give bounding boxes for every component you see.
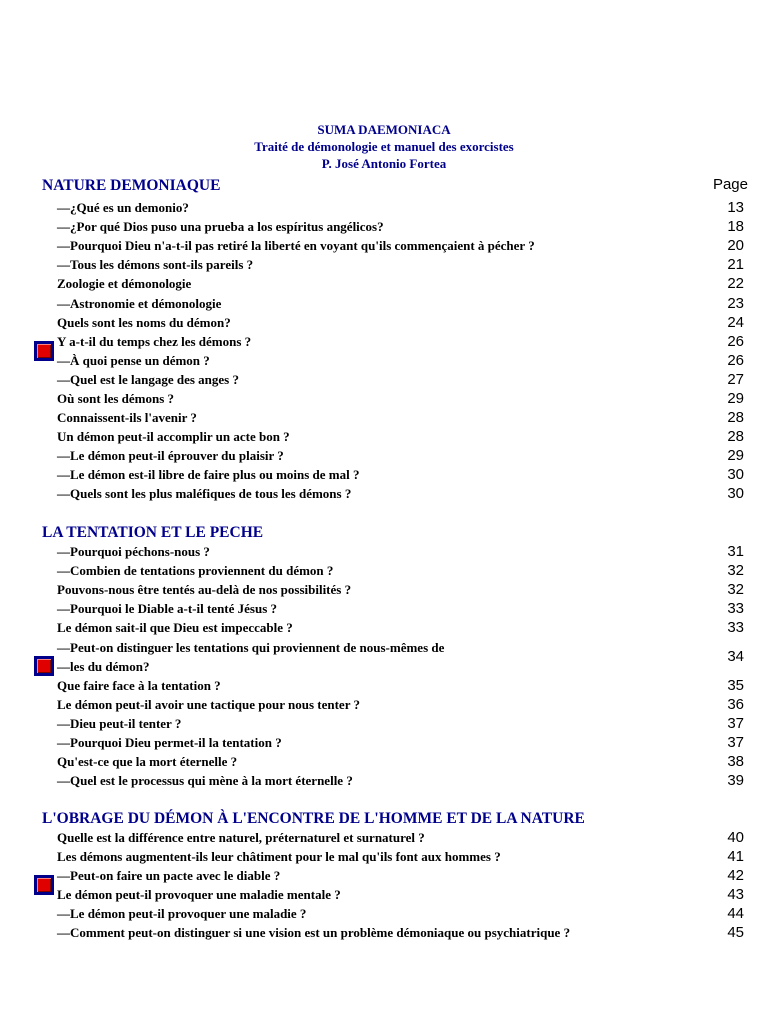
toc-entry[interactable]: —Pourquoi le Diable a-t-il tenté Jésus ? — [57, 601, 278, 616]
bookmark-square-icon[interactable] — [34, 875, 54, 895]
doc-title: SUMA DAEMONIACA — [317, 122, 451, 137]
toc-row[interactable] — [0, 923, 768, 942]
toc-row[interactable] — [0, 484, 768, 503]
toc-page: 39 — [727, 772, 744, 789]
toc-row[interactable] — [0, 885, 768, 904]
toc-entry[interactable]: —Le démon peut-il provoquer une maladie ? — [57, 906, 307, 921]
toc-row[interactable] — [0, 351, 768, 370]
toc-page: 37 — [727, 734, 744, 751]
toc-row[interactable] — [0, 255, 768, 274]
toc-row[interactable] — [0, 313, 768, 332]
page-column-header: Page — [712, 176, 748, 193]
toc-row[interactable] — [0, 274, 768, 293]
toc-page: 28 — [727, 409, 744, 426]
toc-page: 22 — [727, 275, 744, 292]
toc-page: 45 — [727, 924, 744, 941]
toc-page: 26 — [727, 352, 744, 369]
section-title-nature: NATURE DEMONIAQUE — [42, 177, 221, 194]
toc-row[interactable] — [0, 618, 768, 637]
toc-page: 40 — [727, 829, 744, 846]
toc-page: 28 — [727, 428, 744, 445]
toc-row[interactable] — [0, 561, 768, 580]
toc-page: 13 — [727, 199, 744, 216]
toc-entry[interactable]: —Astronomie et démonologie — [57, 296, 222, 311]
toc-page: 44 — [727, 905, 744, 922]
toc-entry[interactable]: —À quoi pense un démon ? — [57, 353, 210, 368]
toc-row[interactable] — [0, 638, 768, 676]
toc-entry[interactable]: —Quel est le processus qui mène à la mort éternelle ? — [57, 773, 353, 788]
toc-page: 43 — [727, 886, 744, 903]
toc-entry[interactable]: Le démon peut-il avoir une tactique pour nous tenter ? — [57, 697, 360, 712]
toc-row[interactable] — [0, 714, 768, 733]
toc-entry[interactable]: —Quel est le langage des anges ? — [57, 372, 239, 387]
toc-entry[interactable]: —Dieu peut-il tenter ? — [57, 716, 182, 731]
toc-row[interactable] — [0, 370, 768, 389]
section-title-tentation: LA TENTATION ET LE PECHE — [42, 524, 264, 541]
toc-entry[interactable]: —Quels sont les plus maléfiques de tous les démons ? — [57, 486, 352, 501]
toc-row[interactable] — [0, 752, 768, 771]
toc-row[interactable] — [0, 866, 768, 885]
toc-page: 33 — [727, 600, 744, 617]
toc-entry[interactable]: Zoologie et démonologie — [57, 276, 192, 291]
toc-page: 23 — [727, 295, 744, 312]
toc-page: 38 — [727, 753, 744, 770]
section-title-obrage: L'OBRAGE DU DÉMON À L'ENCONTRE DE L'HOMME ET DE LA NATURE — [42, 810, 585, 827]
toc-row[interactable] — [0, 465, 768, 484]
toc-page: 30 — [727, 485, 744, 502]
toc-row[interactable] — [0, 408, 768, 427]
toc-page: 29 — [727, 447, 744, 464]
toc-page: 26 — [727, 333, 744, 350]
toc-entry[interactable]: Pouvons-nous être tentés au-delà de nos possibilités ? — [57, 582, 352, 597]
toc-entry[interactable]: —Peut-on distinguer les tentations qui proviennent de nous-mêmes de — [57, 640, 445, 655]
toc-entry[interactable]: Qu'est-ce que la mort éternelle ? — [57, 754, 238, 769]
toc-entry[interactable]: —Le démon peut-il éprouver du plaisir ? — [57, 448, 284, 463]
toc-entry-continued[interactable]: —les du démon? — [57, 659, 150, 674]
toc-entry[interactable]: Que faire face à la tentation ? — [57, 678, 221, 693]
bookmark-square-icon[interactable] — [34, 341, 54, 361]
toc-entry[interactable]: Où sont les démons ? — [57, 391, 175, 406]
toc-page: 32 — [727, 581, 744, 598]
toc-entry[interactable]: Le démon peut-il provoquer une maladie mentale ? — [57, 887, 341, 902]
toc-entry[interactable]: —Pourquoi Dieu n'a-t-il pas retiré la liberté en voyant qu'ils commençaient à pécher ? — [57, 238, 535, 253]
toc-page: 36 — [727, 696, 744, 713]
toc-page: 34 — [727, 648, 744, 665]
toc-entry[interactable]: Un démon peut-il accomplir un acte bon ? — [57, 429, 290, 444]
toc-row[interactable] — [0, 828, 768, 847]
toc-row[interactable] — [0, 294, 768, 313]
toc-page: 29 — [727, 390, 744, 407]
toc-page: 42 — [727, 867, 744, 884]
toc-row[interactable] — [0, 217, 768, 236]
toc-row[interactable] — [0, 847, 768, 866]
toc-page: 20 — [727, 237, 744, 254]
toc-entry[interactable]: —Le démon est-il libre de faire plus ou moins de mal ? — [57, 467, 360, 482]
toc-row[interactable] — [0, 733, 768, 752]
toc-row[interactable] — [0, 389, 768, 408]
toc-row[interactable] — [0, 695, 768, 714]
toc-entry[interactable]: —Pourquoi péchons-nous ? — [57, 544, 210, 559]
toc-page: 32 — [727, 562, 744, 579]
toc-row[interactable] — [0, 542, 768, 561]
toc-entry[interactable]: —¿Qué es un demonio? — [57, 200, 189, 215]
toc-row[interactable] — [0, 446, 768, 465]
toc-entry[interactable]: Quelle est la différence entre naturel, préternaturel et surnaturel ? — [57, 830, 425, 845]
toc-entry[interactable]: —Comment peut-on distinguer si une vision est un problème démoniaque ou psychiatrique ? — [57, 925, 571, 940]
toc-row[interactable] — [0, 599, 768, 618]
toc-entry[interactable]: Connaissent-ils l'avenir ? — [57, 410, 197, 425]
toc-row[interactable] — [0, 904, 768, 923]
doc-subtitle: Traité de démonologie et manuel des exorcistes — [254, 139, 514, 154]
toc-page: 27 — [727, 371, 744, 388]
toc-row[interactable] — [0, 580, 768, 599]
bookmark-square-icon[interactable] — [34, 656, 54, 676]
toc-entry[interactable]: —Pourquoi Dieu permet-il la tentation ? — [57, 735, 282, 750]
toc-row[interactable] — [0, 427, 768, 446]
toc-page: 35 — [727, 677, 744, 694]
toc-page: 21 — [727, 256, 744, 273]
toc-entry[interactable]: —¿Por qué Dios puso una prueba a los espíritus angélicos? — [57, 219, 384, 234]
toc-page: 33 — [727, 619, 744, 636]
toc-entry[interactable]: Y a-t-il du temps chez les démons ? — [57, 334, 252, 349]
toc-entry[interactable]: —Peut-on faire un pacte avec le diable ? — [57, 868, 281, 883]
toc-row[interactable] — [0, 332, 768, 351]
toc-entry[interactable]: Les démons augmentent-ils leur châtiment pour le mal qu'ils font aux hommes ? — [57, 849, 501, 864]
toc-row[interactable] — [0, 236, 768, 255]
toc-page: 24 — [727, 314, 744, 331]
toc-row[interactable] — [0, 771, 768, 790]
toc-entry[interactable]: —Combien de tentations proviennent du démon ? — [57, 563, 334, 578]
toc-row[interactable] — [0, 198, 768, 217]
toc-entry[interactable]: Le démon sait-il que Dieu est impeccable ? — [57, 620, 293, 635]
toc-page: 37 — [727, 715, 744, 732]
toc-entry[interactable]: Quels sont les noms du démon? — [57, 315, 231, 330]
toc-page: 18 — [727, 218, 744, 235]
toc-page: 41 — [727, 848, 744, 865]
toc-page: 31 — [727, 543, 744, 560]
toc-page: 30 — [727, 466, 744, 483]
doc-author: P. José Antonio Fortea — [321, 156, 447, 171]
toc-row[interactable] — [0, 676, 768, 695]
toc-entry[interactable]: —Tous les démons sont-ils pareils ? — [57, 257, 254, 272]
